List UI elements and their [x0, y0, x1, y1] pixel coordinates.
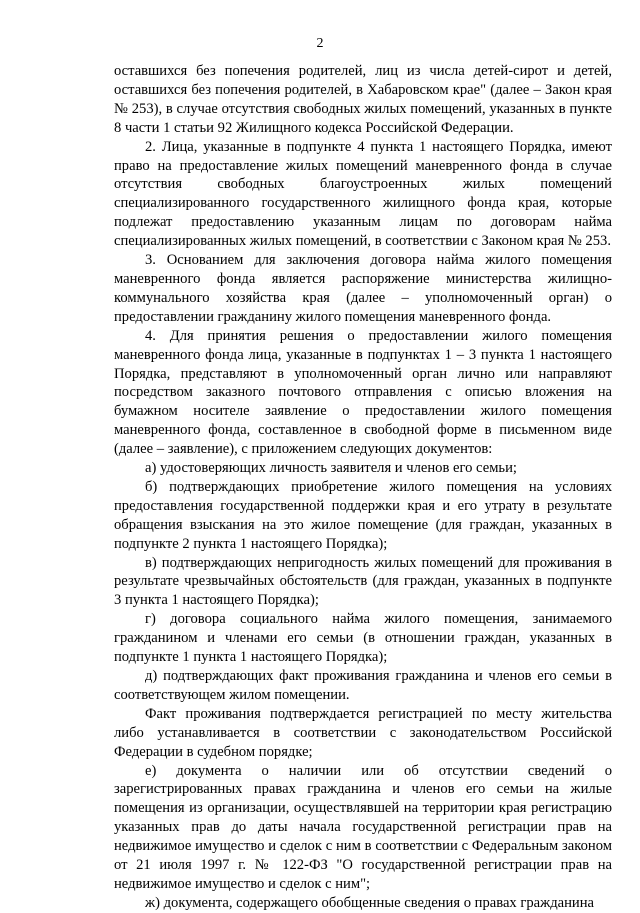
- subitem-g: г) договора социального найма жилого помещения, занимаемого гражданином и членами его семьи (в отношении граждан, указанных в подпункте 1 пункта 1 настоящего Порядка);: [114, 611, 612, 666]
- document-body: [114, 62, 612, 913]
- paragraph-item-3: 3. Основанием для заключения договора найма жилого помещения маневренного фонда является распоряжение министерства жилищно-коммунального хозяйства края (далее – уполномоченный орган) о предоставлении гражданину жилого помещения маневренного фонда.: [114, 252, 612, 325]
- subitem-a: а) удостоверяющих личность заявителя и членов его семьи;: [145, 460, 517, 477]
- residence-fact-paragraph: Факт проживания подтверждается регистрацией по месту жительства либо устанавливается в соответствии с законодательством Российской Федерации в судебном порядке;: [114, 705, 612, 760]
- subitem-v: в) подтверждающих непригодность жилых помещений для проживания в результате чрезвычайных обстоятельств (для граждан, указанных в подпункте 3 пункта 1 настоящего Порядка);: [114, 554, 612, 609]
- paragraph-continuation: оставшихся без попечения родителей, лиц из числа детей-сирот и детей, оставшихся без попечения родителей, в Хабаровском крае" (далее – Закон края № 253), в случае отсутствия свободных жилых помещений, указанных в пункте 8 части 1 статьи 92 Жилищного кодекса Российской Федерации.: [114, 63, 612, 136]
- paragraph-item-2: 2. Лица, указанные в подпункте 4 пункта 1 настоящего Порядка, имеют право на предоставление жилых помещений маневренного фонда в случае отсутствия свободных благоустроенных жилых помещений специализированного государственного жилищного фонда края, которые подлежат предоставлению указанным лицам по договорам найма специализированных жилых помещений, в соответствии с Законом края № 253.: [114, 138, 612, 250]
- paragraph-item-4: 4. Для принятия решения о предоставлении жилого помещения маневренного фонда лица, указанные в подпунктах 1 – 3 пункта 1 настоящего Порядка, представляют в уполномоченный орган лично или направляют посредством заказного почтового отправления с описью вложения на бумажном носителе заявление о предоставлении жилого помещения маневренного фонда, составленное в свободной форме в письменном виде (далее – заявление), с приложением следующих документов:: [114, 327, 612, 458]
- subitem-zh: ж) документа, содержащего обобщенные сведения о правах гражданина: [145, 894, 595, 911]
- page-number: 2: [316, 36, 324, 51]
- subitem-e: е) документа о наличии или об отсутствии сведений о зарегистрированных правах гражданина и членов его семьи на жилые помещения из организации, осуществлявшей на территории края регистрацию указанных прав до даты начала государственной регистрации прав на недвижимое имущество и сделок с ним в соответствии с Федеральным законом от 21 июля 1997 г. № 122-ФЗ "О государственной регистрации прав на недвижимое имущество и сделок с ним";: [114, 762, 612, 892]
- subitem-b: б) подтверждающих приобретение жилого помещения на условиях предоставления государственной поддержки края и его утрату в результате обращения взыскания на это жилое помещение (для граждан, указанных в подпункте 2 пункта 1 настоящего Порядка);: [114, 478, 612, 552]
- subitem-d: д) подтверждающих факт проживания гражданина и членов его семьи в соответствующем жилом помещении.: [114, 668, 612, 703]
